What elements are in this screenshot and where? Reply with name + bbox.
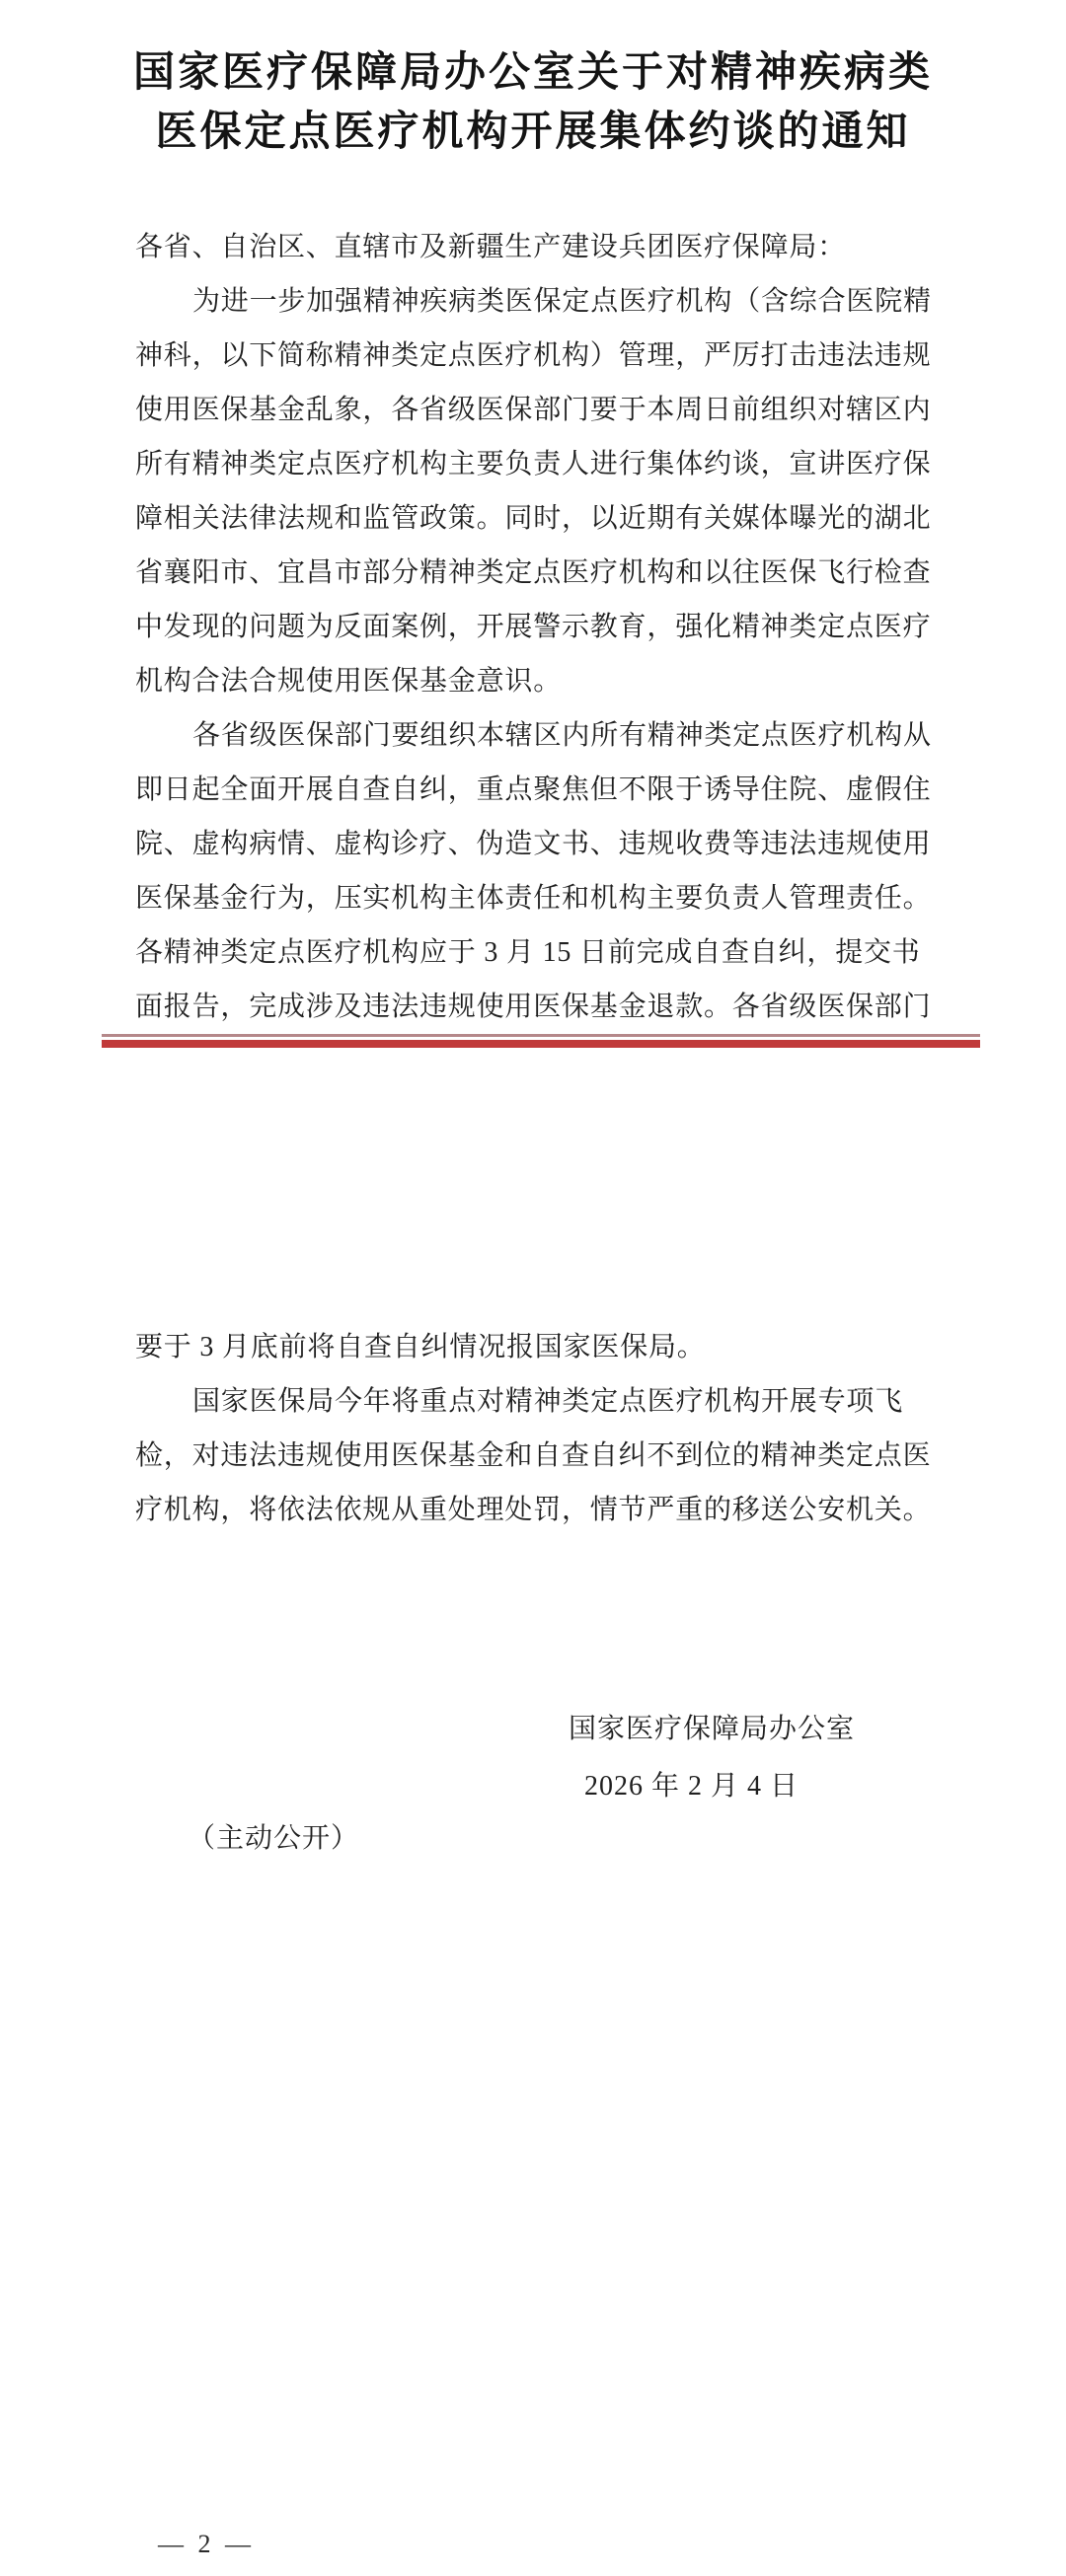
paragraph2-line: 院、虚构病情、虚构诊疗、伪造文书、违规收费等违法违规使用 <box>135 829 932 859</box>
document-date: 2026 年 2 月 4 日 <box>584 1771 800 1802</box>
paragraph1-line: 中发现的问题为反面案例，开展警示教育，强化精神类定点医疗 <box>135 612 932 642</box>
paragraph2-line: 即日起全面开展自查自纠，重点聚焦但不限于诱导住院、虚假住 <box>135 774 932 805</box>
paragraph1-line: 神科，以下简称精神类定点医疗机构）管理，严厉打击违法违规 <box>135 340 932 371</box>
salutation: 各省、自治区、直辖市及新疆生产建设兵团医疗保障局： <box>135 232 847 262</box>
document-title-line-1: 国家医疗保障局办公室关于对精神疾病类 <box>132 50 933 96</box>
page-number: — 2 — <box>158 2530 255 2558</box>
issuing-office-signature: 国家医疗保障局办公室 <box>569 1714 856 1744</box>
paragraph1-line: 障相关法律法规和监管政策。同时，以近期有关媒体曝光的湖北 <box>135 503 932 534</box>
page2-line: 疗机构，将依法依规从重处理处罚，情节严重的移送公安机关。 <box>135 1495 932 1525</box>
paragraph2-line: 各省级医保部门要组织本辖区内所有精神类定点医疗机构从 <box>192 720 932 751</box>
paragraph1-line: 所有精神类定点医疗机构主要负责人进行集体约谈，宣讲医疗保 <box>135 449 932 479</box>
paragraph2-line: 面报告，完成涉及违法违规使用医保基金退款。各省级医保部门 <box>135 992 932 1022</box>
paragraph1-line: 机构合法合规使用医保基金意识。 <box>135 666 563 697</box>
paragraph1-line: 为进一步加强精神疾病类医保定点医疗机构（含综合医院精 <box>192 286 932 317</box>
page2-line: 要于 3 月底前将自查自纠情况报国家医保局。 <box>135 1332 706 1362</box>
page2-line: 检，对违法违规使用医保基金和自查自纠不到位的精神类定点医 <box>135 1440 932 1471</box>
disclosure-note: （主动公开） <box>188 1823 360 1854</box>
page2-line: 国家医保局今年将重点对精神类定点医疗机构开展专项飞 <box>192 1386 904 1417</box>
paragraph2-line: 医保基金行为，压实机构主体责任和机构主要负责人管理责任。 <box>135 883 932 914</box>
document-title-line-2: 医保定点医疗机构开展集体约谈的通知 <box>155 110 911 155</box>
page-divider-thin-rule <box>102 1034 980 1037</box>
paragraph1-line: 使用医保基金乱象，各省级医保部门要于本周日前组织对辖区内 <box>135 395 932 425</box>
page-divider-thick-rule <box>102 1040 980 1048</box>
paragraph1-line: 省襄阳市、宜昌市部分精神类定点医疗机构和以往医保飞行检查 <box>135 557 932 588</box>
paragraph2-line: 各精神类定点医疗机构应于 3 月 15 日前完成自查自纠，提交书 <box>135 937 921 968</box>
